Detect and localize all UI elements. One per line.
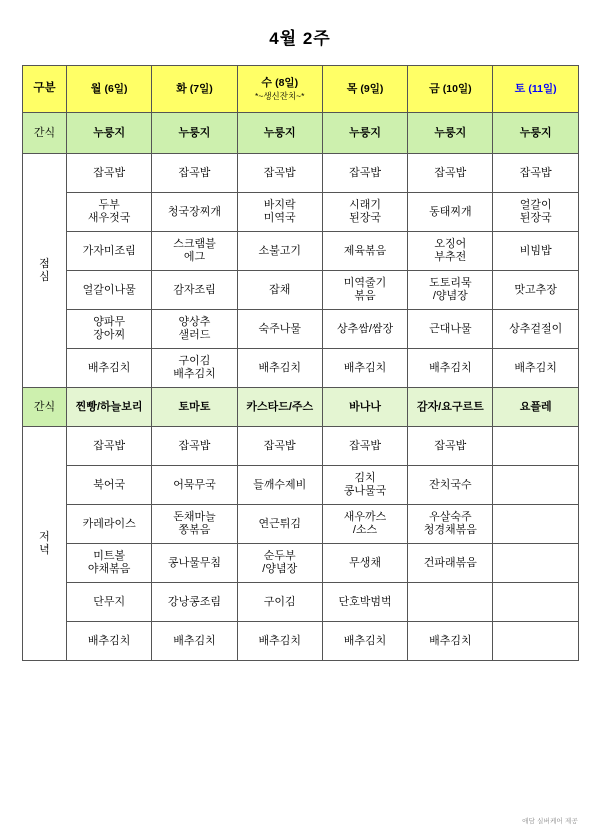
dinner-r2-mon: 북어국 bbox=[67, 466, 152, 505]
snack-morning-thu: 누룽지 bbox=[322, 113, 407, 154]
dinner-r3-sat bbox=[493, 505, 578, 544]
lunch-r2-thu: 시래기 된장국 bbox=[322, 193, 407, 232]
lunch-r3-mon: 가자미조림 bbox=[67, 232, 152, 271]
lunch-r4-tue: 감자조림 bbox=[152, 271, 237, 310]
header-day-name-mon: 월 bbox=[90, 82, 102, 95]
dinner-r3-wed: 연근튀김 bbox=[237, 505, 322, 544]
snack-afternoon-wed: 카스타드/주스 bbox=[237, 388, 322, 427]
dinner-r5-thu: 단호박범벅 bbox=[322, 583, 407, 622]
dinner-r3-mon: 카레라이스 bbox=[67, 505, 152, 544]
snack-morning-label: 간식 bbox=[23, 113, 67, 154]
weekly-menu-table bbox=[22, 65, 579, 661]
lunch-r5-fri: 근대나물 bbox=[408, 310, 493, 349]
lunch-r1-mon: 잡곡밥 bbox=[67, 154, 152, 193]
lunch-r6-tue: 구이김 배추김치 bbox=[152, 349, 237, 388]
lunch-label bbox=[23, 154, 67, 388]
lunch-r6-thu: 배추김치 bbox=[322, 349, 407, 388]
lunch-r1-tue: 잡곡밥 bbox=[152, 154, 237, 193]
header-day-name-thu: 목 bbox=[346, 82, 358, 95]
header-day-date-wed: (8일) bbox=[275, 77, 299, 89]
lunch-r4-fri: 도토리묵 /양념장 bbox=[408, 271, 493, 310]
lunch-r4-thu: 미역줄기 볶음 bbox=[322, 271, 407, 310]
snack-morning-sat: 누룽지 bbox=[493, 113, 578, 154]
lunch-r3-sat: 비빔밥 bbox=[493, 232, 578, 271]
snack-morning-row bbox=[23, 113, 579, 154]
lunch-r1-thu: 잡곡밥 bbox=[322, 154, 407, 193]
page-title: 4월 2주 bbox=[269, 29, 331, 48]
dinner-r4-mon: 미트볼 야채볶음 bbox=[67, 544, 152, 583]
lunch-label-text-2: 심 bbox=[39, 270, 50, 283]
snack-morning-fri: 누룽지 bbox=[408, 113, 493, 154]
snack-morning-wed: 누룽지 bbox=[237, 113, 322, 154]
dinner-r2-fri: 잔치국수 bbox=[408, 466, 493, 505]
dinner-label-text-2: 녁 bbox=[39, 543, 50, 556]
dinner-r1-fri: 잡곡밥 bbox=[408, 427, 493, 466]
lunch-r6-sat: 배추김치 bbox=[493, 349, 578, 388]
footer-credit: 애담 실버케어 제공 bbox=[522, 818, 578, 825]
header-day-date-fri: (10일) bbox=[442, 82, 472, 95]
lunch-r2-sat: 얼갈이 된장국 bbox=[493, 193, 578, 232]
lunch-row-6 bbox=[23, 349, 579, 388]
snack-afternoon-label: 간식 bbox=[23, 388, 67, 427]
header-day-name-fri: 금 bbox=[429, 82, 440, 95]
lunch-r4-wed: 잡채 bbox=[237, 271, 322, 310]
dinner-r5-wed: 구이김 bbox=[237, 583, 322, 622]
header-day-fri bbox=[408, 66, 493, 113]
dinner-r2-tue: 어묵무국 bbox=[152, 466, 237, 505]
dinner-r1-thu: 잡곡밥 bbox=[322, 427, 407, 466]
dinner-r2-wed: 들깨수제비 bbox=[237, 466, 322, 505]
dinner-r3-fri: 우살숙주 청경채볶음 bbox=[408, 505, 493, 544]
lunch-r2-fri: 동태찌개 bbox=[408, 193, 493, 232]
lunch-r1-sat: 잡곡밥 bbox=[493, 154, 578, 193]
header-day-date-tue: (7일) bbox=[189, 82, 213, 95]
lunch-r3-fri: 오징어 부추전 bbox=[408, 232, 493, 271]
lunch-label-text-1: 점 bbox=[39, 258, 50, 271]
header-day-name-wed: 수 bbox=[261, 77, 273, 89]
snack-afternoon-sat: 요플레 bbox=[493, 388, 578, 427]
snack-morning-mon: 누룽지 bbox=[67, 113, 152, 154]
dinner-r5-sat bbox=[493, 583, 578, 622]
header-day-sat bbox=[493, 66, 578, 113]
dinner-label bbox=[23, 427, 67, 661]
lunch-r2-mon: 두부 새우젓국 bbox=[67, 193, 152, 232]
snack-afternoon-thu: 바나나 bbox=[322, 388, 407, 427]
lunch-r5-mon: 양파무 장아찌 bbox=[67, 310, 152, 349]
dinner-r4-fri: 건파래볶음 bbox=[408, 544, 493, 583]
dinner-label-text-1: 저 bbox=[39, 531, 50, 544]
lunch-row-5 bbox=[23, 310, 579, 349]
dinner-r4-wed: 순두부 /양념장 bbox=[237, 544, 322, 583]
lunch-r5-tue: 양상추 샐러드 bbox=[152, 310, 237, 349]
snack-afternoon-mon: 찐빵/하늘보리 bbox=[67, 388, 152, 427]
lunch-r6-wed: 배추김치 bbox=[237, 349, 322, 388]
dinner-r5-mon: 단무지 bbox=[67, 583, 152, 622]
lunch-r3-thu: 제육볶음 bbox=[322, 232, 407, 271]
lunch-row-4 bbox=[23, 271, 579, 310]
dinner-r2-thu: 김치 콩나물국 bbox=[322, 466, 407, 505]
table-header-row bbox=[23, 66, 579, 113]
lunch-r4-mon: 얼갈이나물 bbox=[67, 271, 152, 310]
dinner-r5-tue: 강낭콩조림 bbox=[152, 583, 237, 622]
lunch-r4-sat: 맛고추장 bbox=[493, 271, 578, 310]
dinner-r1-mon: 잡곡밥 bbox=[67, 427, 152, 466]
lunch-r6-fri: 배추김치 bbox=[408, 349, 493, 388]
header-day-note-wed: *~생신잔치~* bbox=[255, 90, 305, 101]
header-label-cell: 구분 bbox=[23, 66, 67, 113]
dinner-r6-sat bbox=[493, 622, 578, 661]
lunch-r6-mon: 배추김치 bbox=[67, 349, 152, 388]
header-day-wed bbox=[237, 66, 322, 113]
lunch-row-2 bbox=[23, 193, 579, 232]
lunch-r2-tue: 청국장찌개 bbox=[152, 193, 237, 232]
dinner-r4-thu: 무생채 bbox=[322, 544, 407, 583]
lunch-row-1 bbox=[23, 154, 579, 193]
lunch-r3-tue: 스크램블 에그 bbox=[152, 232, 237, 271]
snack-afternoon-tue: 토마토 bbox=[152, 388, 237, 427]
snack-morning-tue: 누룽지 bbox=[152, 113, 237, 154]
header-day-name-sat: 토 bbox=[514, 82, 526, 95]
header-day-name-tue: 화 bbox=[176, 82, 187, 95]
dinner-row-1 bbox=[23, 427, 579, 466]
lunch-r1-wed: 잡곡밥 bbox=[237, 154, 322, 193]
dinner-r6-thu: 배추김치 bbox=[322, 622, 407, 661]
dinner-r6-tue: 배추김치 bbox=[152, 622, 237, 661]
dinner-r4-sat bbox=[493, 544, 578, 583]
dinner-row-3 bbox=[23, 505, 579, 544]
header-day-date-mon: (6일) bbox=[104, 82, 128, 95]
header-day-thu bbox=[322, 66, 407, 113]
dinner-r3-thu: 새우까스 /소스 bbox=[322, 505, 407, 544]
dinner-r2-sat bbox=[493, 466, 578, 505]
dinner-r6-wed: 배추김치 bbox=[237, 622, 322, 661]
dinner-r3-tue: 돈채마늘 쫑볶음 bbox=[152, 505, 237, 544]
header-day-date-thu: (9일) bbox=[360, 82, 384, 95]
lunch-r5-sat: 상추겉절이 bbox=[493, 310, 578, 349]
lunch-r1-fri: 잡곡밥 bbox=[408, 154, 493, 193]
lunch-r5-thu: 상추쌈/쌈장 bbox=[322, 310, 407, 349]
dinner-row-6 bbox=[23, 622, 579, 661]
snack-afternoon-row bbox=[23, 388, 579, 427]
lunch-r5-wed: 숙주나물 bbox=[237, 310, 322, 349]
lunch-row-3 bbox=[23, 232, 579, 271]
dinner-r1-tue: 잡곡밥 bbox=[152, 427, 237, 466]
snack-afternoon-fri: 감자/요구르트 bbox=[408, 388, 493, 427]
dinner-r1-wed: 잡곡밥 bbox=[237, 427, 322, 466]
lunch-r2-wed: 바지락 미역국 bbox=[237, 193, 322, 232]
dinner-r6-mon: 배추김치 bbox=[67, 622, 152, 661]
dinner-r4-tue: 콩나물무침 bbox=[152, 544, 237, 583]
dinner-row-2 bbox=[23, 466, 579, 505]
dinner-row-5 bbox=[23, 583, 579, 622]
dinner-row-4 bbox=[23, 544, 579, 583]
lunch-r3-wed: 소불고기 bbox=[237, 232, 322, 271]
dinner-r1-sat bbox=[493, 427, 578, 466]
header-day-date-sat: (11일) bbox=[528, 82, 557, 95]
dinner-r5-fri bbox=[408, 583, 493, 622]
header-day-mon bbox=[67, 66, 152, 113]
dinner-r6-fri: 배추김치 bbox=[408, 622, 493, 661]
header-day-tue bbox=[152, 66, 237, 113]
